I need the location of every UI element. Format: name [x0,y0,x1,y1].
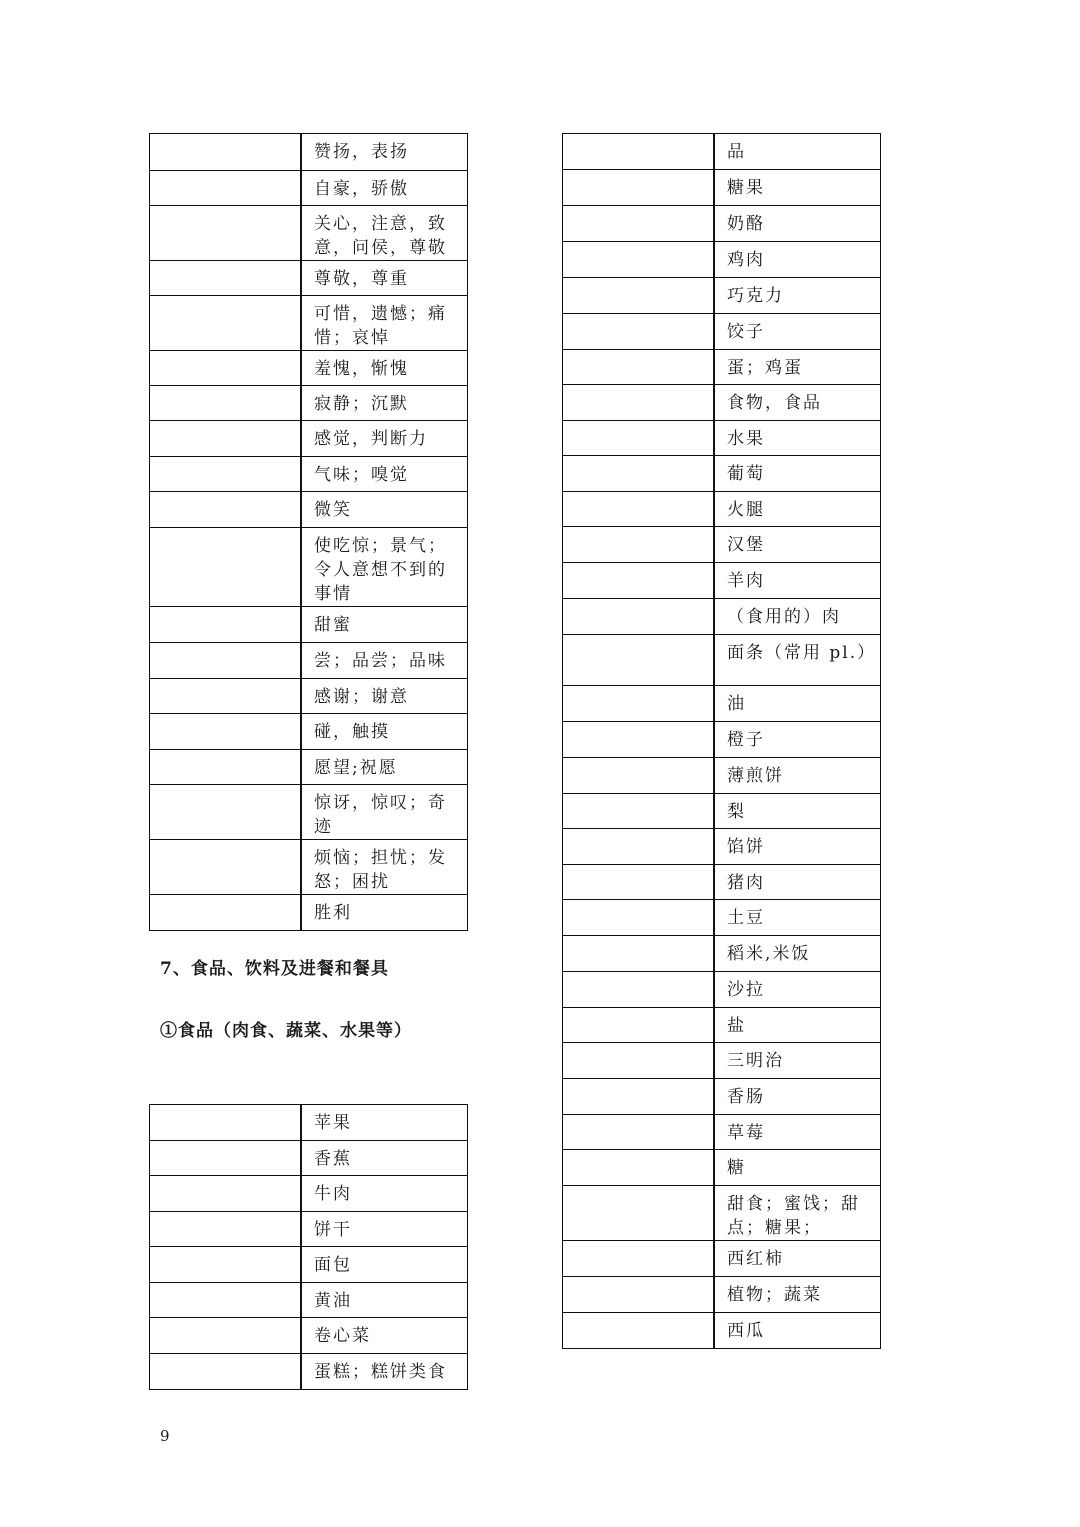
meaning-cell: 糖果 [714,170,881,206]
word-blank-cell [150,528,301,607]
meaning-cell: 甜食；蜜饯；甜点；糖果； [714,1186,881,1241]
word-blank-cell [563,1079,714,1115]
word-blank-cell [563,278,714,314]
word-blank-cell [563,492,714,527]
meaning-cell: 饼干 [301,1212,468,1247]
table-row [563,492,881,527]
table-row [563,794,881,829]
word-blank-cell [563,1115,714,1150]
subsection-heading: ①食品（肉食、蔬菜、水果等） [160,1021,412,1041]
meaning-cell: 火腿 [714,492,881,527]
word-blank-cell [563,686,714,722]
word-blank-cell [563,134,714,170]
meaning-cell: 使吃惊；景气；令人意想不到的事情 [301,528,468,607]
meaning-cell: 鸡肉 [714,242,881,278]
table-row [150,785,468,840]
meaning-cell: 盐 [714,1008,881,1043]
word-blank-cell [563,170,714,206]
word-blank-cell [150,1247,301,1283]
word-blank-cell [150,1105,301,1141]
table-row [563,314,881,350]
meaning-cell: 油 [714,686,881,722]
meaning-cell: 奶酪 [714,206,881,242]
word-blank-cell [150,206,301,261]
meaning-cell: 葡萄 [714,456,881,492]
table-row [150,840,468,895]
table-row [563,527,881,563]
meaning-cell: 西红柿 [714,1241,881,1277]
table-row [563,972,881,1008]
meaning-cell: 寂静；沉默 [301,386,468,421]
meaning-cell: 胜利 [301,895,468,931]
table-row [150,206,468,261]
table-row [150,714,468,750]
word-blank-cell [150,386,301,421]
word-blank-cell [563,242,714,278]
meaning-cell: 馅饼 [714,829,881,865]
word-blank-cell [563,635,714,686]
meaning-cell: 橙子 [714,722,881,758]
meaning-cell: 卷心菜 [301,1318,468,1354]
word-blank-cell [563,385,714,421]
word-blank-cell [150,1176,301,1212]
table-row [563,635,881,686]
table-row [563,865,881,900]
word-blank-cell [150,1283,301,1318]
word-blank-cell [563,314,714,350]
table-row [150,492,468,528]
word-blank-cell [563,936,714,972]
table-row [150,171,468,206]
meaning-cell: 沙拉 [714,972,881,1008]
word-blank-cell [563,527,714,563]
meaning-cell: 香肠 [714,1079,881,1115]
meaning-cell: 感觉，判断力 [301,421,468,457]
meaning-cell: 面条（常用 pl.） [714,635,881,686]
table-row [150,134,468,171]
meaning-cell: 赞扬，表扬 [301,134,468,171]
meaning-cell: 羊肉 [714,563,881,599]
vocab-table-food [149,1104,468,1390]
section-heading: 7、食品、饮料及进餐和餐具 [160,959,389,979]
table-row [563,170,881,206]
meaning-cell: 烦恼；担忧；发怒；困扰 [301,840,468,895]
word-blank-cell [150,607,301,643]
word-blank-cell [150,457,301,492]
table-row [563,936,881,972]
table-row [563,829,881,865]
table-row [563,1043,881,1079]
table-row [150,643,468,679]
word-blank-cell [150,492,301,528]
word-blank-cell [563,794,714,829]
meaning-cell: 愿望;祝愿 [301,750,468,785]
word-blank-cell [563,829,714,865]
table-row [150,528,468,607]
table-row [563,1241,881,1277]
word-blank-cell [150,171,301,206]
table-row [150,1283,468,1318]
meaning-cell: 苹果 [301,1105,468,1141]
meaning-cell: 尊敬，尊重 [301,261,468,296]
table-row [563,1186,881,1241]
meaning-cell: 植物；蔬菜 [714,1277,881,1313]
table-row [563,599,881,635]
word-blank-cell [150,679,301,714]
table-row [150,1354,468,1390]
word-blank-cell [563,900,714,936]
meaning-cell: 薄煎饼 [714,758,881,794]
meaning-cell: 食物，食品 [714,385,881,421]
word-blank-cell [563,865,714,900]
meaning-cell: 汉堡 [714,527,881,563]
table-row [563,563,881,599]
word-blank-cell [563,1277,714,1313]
meaning-cell: 微笑 [301,492,468,528]
word-blank-cell [563,1241,714,1277]
table-row [150,895,468,931]
word-blank-cell [563,972,714,1008]
table-row [150,679,468,714]
meaning-cell: 甜蜜 [301,607,468,643]
word-blank-cell [150,296,301,351]
word-blank-cell [150,643,301,679]
meaning-cell: 碰，触摸 [301,714,468,750]
table-row [563,206,881,242]
word-blank-cell [563,350,714,385]
table-row [150,750,468,785]
meaning-cell: 尝；品尝；品味 [301,643,468,679]
table-row [563,242,881,278]
meaning-cell: 西瓜 [714,1313,881,1349]
table-row [563,1079,881,1115]
meaning-cell: （食用的）肉 [714,599,881,635]
table-row [563,1115,881,1150]
meaning-cell: 蛋糕；糕饼类食 [301,1354,468,1390]
word-blank-cell [563,1186,714,1241]
word-blank-cell [150,750,301,785]
table-row [150,607,468,643]
table-row [563,900,881,936]
vocab-table-left [149,133,468,931]
word-blank-cell [150,134,301,171]
meaning-cell: 感谢；谢意 [301,679,468,714]
word-blank-cell [563,1313,714,1349]
table-row [563,1150,881,1186]
table-row [150,1141,468,1176]
word-blank-cell [563,758,714,794]
word-blank-cell [150,1212,301,1247]
meaning-cell: 自豪，骄傲 [301,171,468,206]
word-blank-cell [150,351,301,386]
page-number: 9 [160,1427,170,1445]
meaning-cell: 品 [714,134,881,170]
table-row [563,350,881,385]
word-blank-cell [150,840,301,895]
table-row [150,1176,468,1212]
word-blank-cell [563,722,714,758]
meaning-cell: 巧克力 [714,278,881,314]
word-blank-cell [563,1043,714,1079]
word-blank-cell [150,895,301,931]
meaning-cell: 饺子 [714,314,881,350]
table-row [563,1008,881,1043]
meaning-cell: 牛肉 [301,1176,468,1212]
meaning-cell: 蛋；鸡蛋 [714,350,881,385]
meaning-cell: 糖 [714,1150,881,1186]
word-blank-cell [150,1141,301,1176]
meaning-cell: 面包 [301,1247,468,1283]
word-blank-cell [150,785,301,840]
table-row [563,421,881,456]
table-row [563,722,881,758]
table-row [563,134,881,170]
table-row [563,456,881,492]
word-blank-cell [150,1318,301,1354]
word-blank-cell [150,1354,301,1390]
meaning-cell: 可惜，遗憾；痛惜；哀悼 [301,296,468,351]
table-row [150,296,468,351]
table-row [563,278,881,314]
meaning-cell: 梨 [714,794,881,829]
meaning-cell: 水果 [714,421,881,456]
meaning-cell: 猪肉 [714,865,881,900]
table-row [563,758,881,794]
meaning-cell: 气味；嗅觉 [301,457,468,492]
table-row [563,686,881,722]
table-row [150,421,468,457]
table-row [150,1212,468,1247]
word-blank-cell [563,1150,714,1186]
meaning-cell: 羞愧，惭愧 [301,351,468,386]
meaning-cell: 三明治 [714,1043,881,1079]
word-blank-cell [563,563,714,599]
word-blank-cell [150,261,301,296]
table-row [150,386,468,421]
word-blank-cell [563,456,714,492]
table-row [150,457,468,492]
meaning-cell: 香蕉 [301,1141,468,1176]
table-row [563,1313,881,1349]
table-row [150,351,468,386]
table-row [150,261,468,296]
word-blank-cell [563,1008,714,1043]
table-row [563,1277,881,1313]
word-blank-cell [150,421,301,457]
meaning-cell: 关心，注意，致意，问侯，尊敬 [301,206,468,261]
meaning-cell: 稻米,米饭 [714,936,881,972]
word-blank-cell [150,714,301,750]
table-row [150,1247,468,1283]
word-blank-cell [563,599,714,635]
table-row [150,1105,468,1141]
meaning-cell: 土豆 [714,900,881,936]
meaning-cell: 黄油 [301,1283,468,1318]
word-blank-cell [563,206,714,242]
table-row [150,1318,468,1354]
meaning-cell: 惊讶，惊叹；奇迹 [301,785,468,840]
meaning-cell: 草莓 [714,1115,881,1150]
table-row [563,385,881,421]
word-blank-cell [563,421,714,456]
vocab-table-right [562,133,881,1349]
